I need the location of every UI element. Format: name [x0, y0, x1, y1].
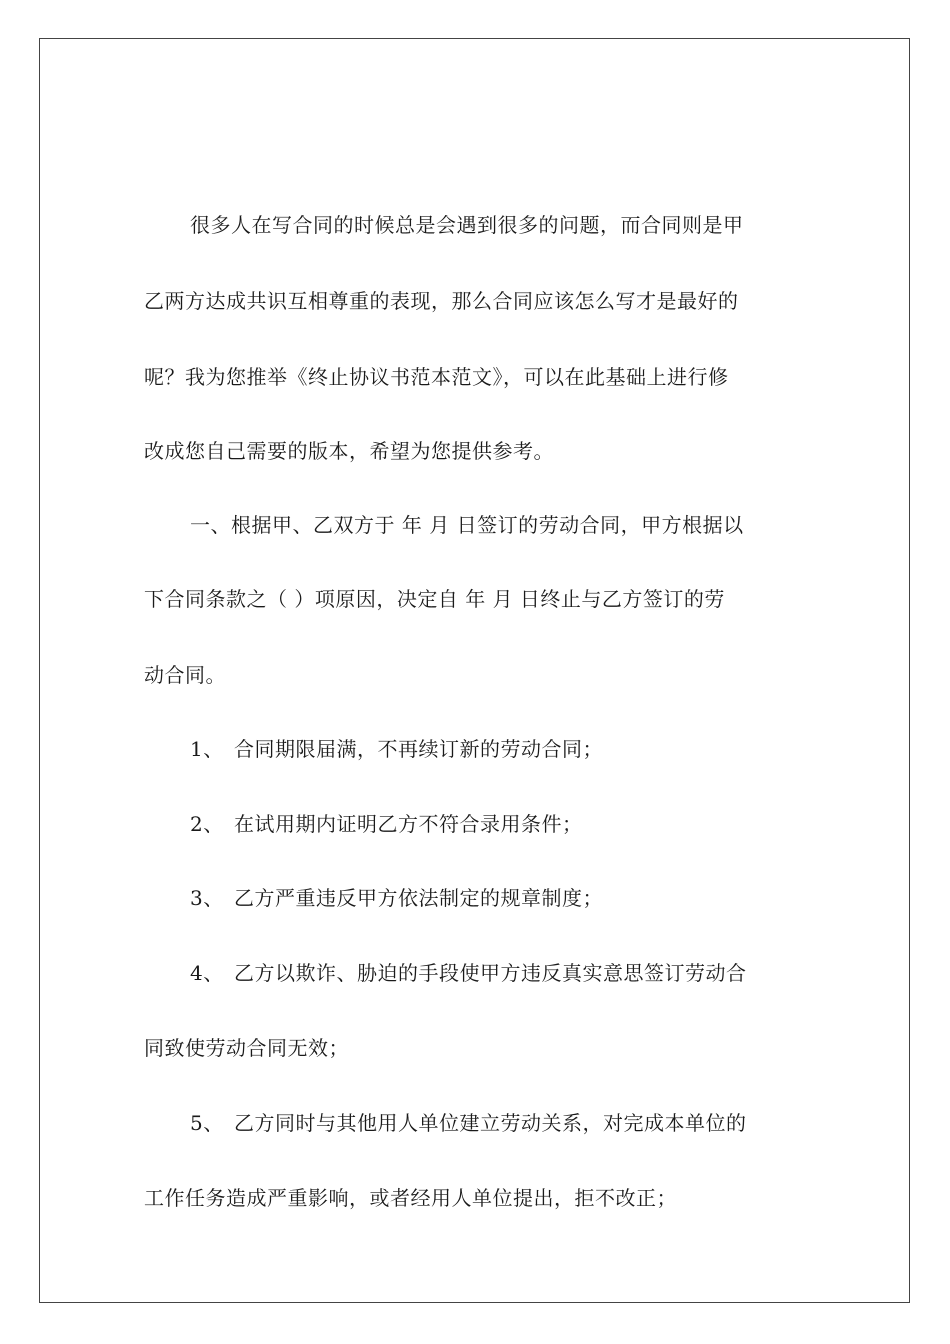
- list-item-text: 乙方同时与其他用人单位建立劳动关系，对完成本单位的: [234, 1111, 747, 1135]
- list-item-2: [190, 809, 583, 839]
- list-item-number: 2、: [190, 812, 224, 836]
- list-item-4: [190, 958, 747, 988]
- clause-one-line-1: 一、根据甲、乙双方于 年 月 日签订的劳动合同，甲方根据以: [190, 513, 744, 537]
- list-item-number: 3、: [190, 886, 224, 910]
- list-item-text: 乙方以欺诈、胁迫的手段使甲方违反真实意思签订劳动合: [234, 961, 747, 985]
- intro-line-1: 很多人在写合同的时候总是会遇到很多的问题，而合同则是甲: [190, 213, 744, 237]
- list-item-5-continuation: 工作任务造成严重影响，或者经用人单位提出，拒不改正；: [144, 1186, 677, 1210]
- list-item-4-continuation: 同致使劳动合同无效；: [144, 1036, 349, 1060]
- list-item-number: 4、: [190, 961, 224, 985]
- intro-line-4: 改成您自己需要的版本，希望为您提供参考。: [144, 439, 554, 463]
- list-item-number: 1、: [190, 737, 224, 761]
- intro-line-2: 乙两方达成共识互相尊重的表现，那么合同应该怎么写才是最好的: [144, 289, 739, 313]
- list-item-text: 乙方严重违反甲方依法制定的规章制度；: [234, 886, 603, 910]
- clause-one-line-3: 动合同。: [144, 663, 226, 687]
- list-item-number: 5、: [190, 1111, 224, 1135]
- list-item-3: [190, 883, 603, 913]
- clause-one-line-2: 下合同条款之（ ）项原因，决定自 年 月 日终止与乙方签订的劳: [144, 587, 725, 611]
- list-item-text: 合同期限届满，不再续订新的劳动合同；: [234, 737, 603, 761]
- list-item-5: [190, 1108, 747, 1138]
- list-item-text: 在试用期内证明乙方不符合录用条件；: [234, 812, 583, 836]
- list-item-1: [190, 734, 603, 764]
- intro-line-3: 呢？我为您推举《终止协议书范本范文》，可以在此基础上进行修: [144, 365, 729, 389]
